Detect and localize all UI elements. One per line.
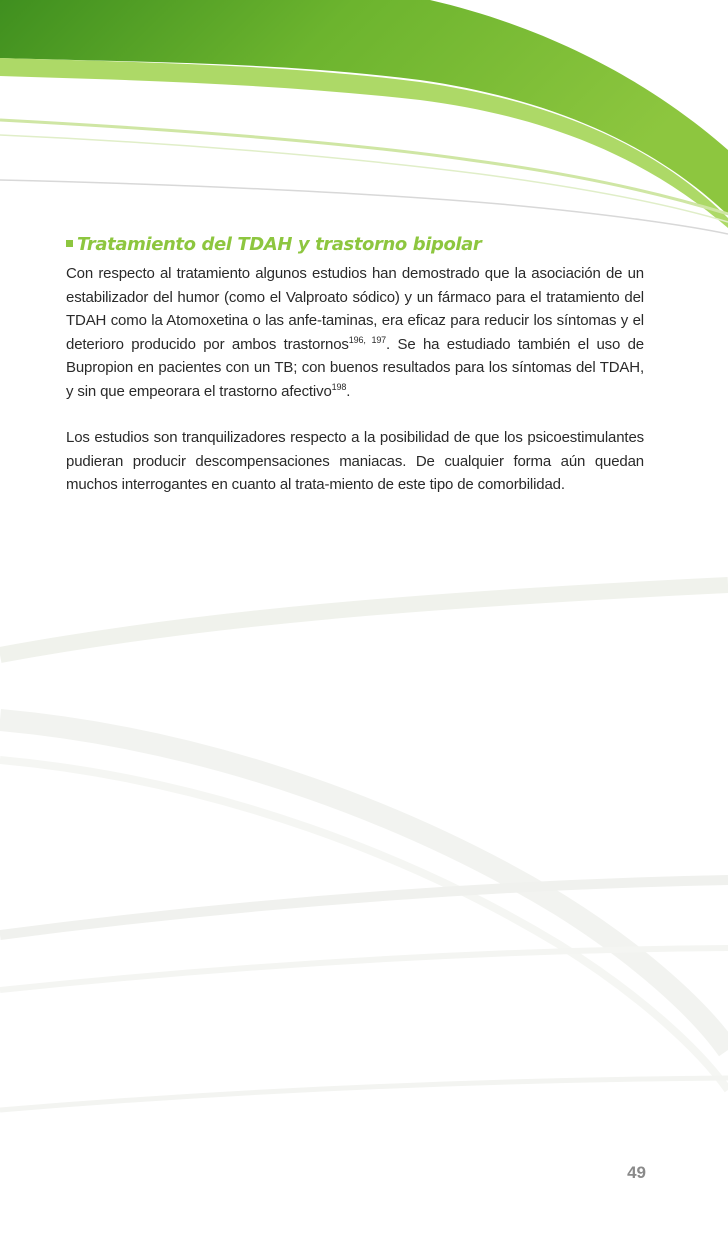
paragraph-1-text-a: Con respecto al tratamiento algunos estudios han demostrado que la asociación de un estabilizador del humor (como el Valproato sódico) y un fármaco para el tratamiento del TDAH como la Atomoxetina o las anfe-taminas, era eficaz para reducir los síntomas y el deterioro producido por ambos trastornos xyxy=(66,265,644,353)
paragraph-1-text-c: . xyxy=(346,382,351,400)
top-swoosh xyxy=(0,0,728,234)
citation-ref-198: 198 xyxy=(331,381,347,392)
paragraph-1-text-b: . Se ha estudiado también el uso de Bupropion en pacientes con un TB; con buenos resultados para los síntomas del TDAH, y sin que empeorara el trastorno afectivo xyxy=(66,335,644,400)
citation-ref-196-197: 196, 197 xyxy=(348,334,387,345)
paragraph-1 xyxy=(66,262,644,403)
bottom-swooshes xyxy=(0,585,728,1110)
bullet-icon xyxy=(66,240,73,247)
paragraph-2: Los estudios son tranquilizadores respecto a la posibilidad de que los psicoestimulantes pudieran producir descompensaciones maniacas. De cualquier forma aún quedan muchos interrogantes en cuanto al trata-miento de este tipo de comorbilidad. xyxy=(66,429,644,493)
page-number: 49 xyxy=(627,1163,646,1182)
section-heading-text: Tratamiento del TDAH y trastorno bipolar xyxy=(77,234,482,255)
section-heading xyxy=(66,232,644,258)
main-content xyxy=(66,232,644,497)
